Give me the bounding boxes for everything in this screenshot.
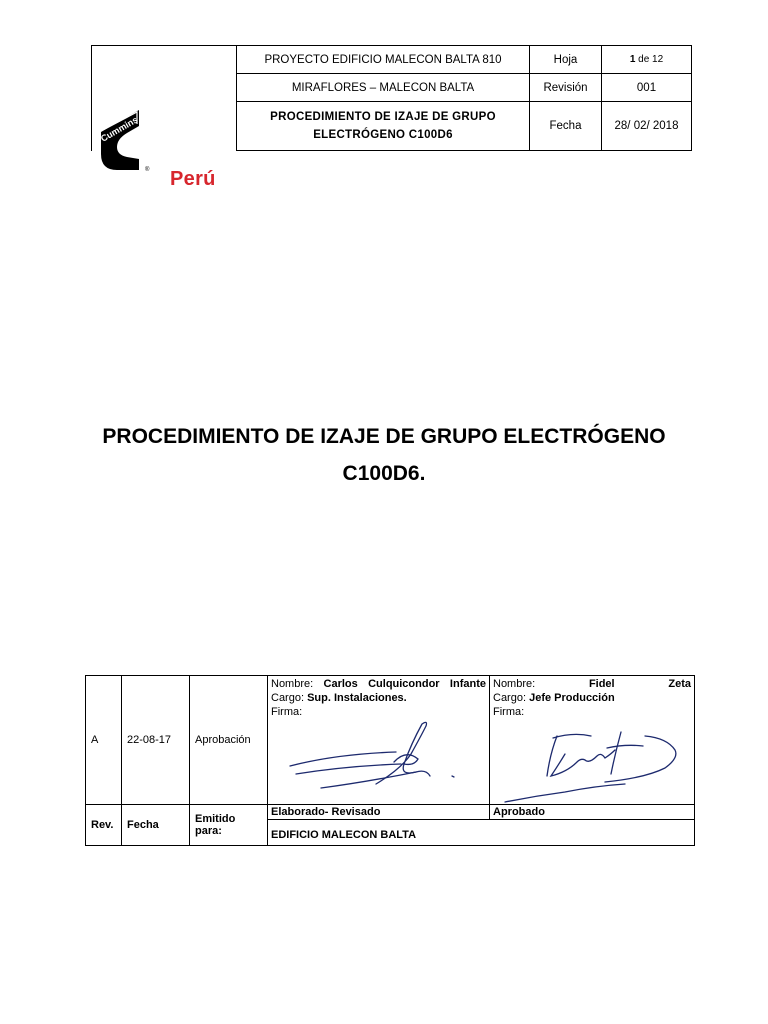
hoja-label: Hoja [530, 46, 602, 74]
project-location: MIRAFLORES – MALECON BALTA [237, 74, 530, 102]
emitido-label [190, 805, 268, 846]
logo-cell [92, 46, 237, 190]
approved-name-first: Fidel [588, 678, 615, 690]
elaborated-signature-icon [276, 714, 486, 799]
document-title-line1: PROCEDIMIENTO DE IZAJE DE GRUPO [270, 111, 496, 123]
fecha-label: Fecha [122, 805, 190, 846]
nombre-label: Nombre: [493, 678, 536, 690]
elaborated-name-first: Carlos [323, 678, 358, 690]
emitido-line1: Emitido [195, 813, 236, 825]
approved-name-line [493, 677, 691, 691]
hoja-page: 1 [629, 54, 636, 65]
document-title [237, 102, 530, 151]
rev-label: Rev. [86, 805, 122, 846]
approved-cargo-line [493, 691, 691, 705]
elaborated-cargo: Sup. Instalaciones. [307, 692, 407, 704]
cummins-peru-logo [97, 106, 223, 190]
revision-value: 001 [602, 74, 692, 102]
elaborated-cargo-line [271, 691, 486, 705]
firma-label: Firma: [493, 706, 525, 718]
approved-signature-icon [495, 714, 695, 804]
aprobado-label: Aprobado [490, 805, 695, 820]
cummins-c-icon [97, 106, 159, 174]
approved-name-last: Zeta [668, 678, 691, 690]
main-title-line2: C100D6. [342, 462, 426, 485]
elaborated-signature-cell [268, 676, 490, 805]
date-value: 22-08-17 [122, 676, 190, 805]
elaborated-name-middle: Culquicondor [368, 678, 440, 690]
approval-table [85, 675, 695, 846]
approved-cargo: Jefe Producción [529, 692, 615, 704]
document-header-table [91, 45, 692, 190]
elaborado-label: Elaborado- Revisado [268, 805, 490, 820]
main-title-line1: PROCEDIMIENTO DE IZAJE DE GRUPO ELECTRÓGENO [102, 425, 666, 448]
approved-signature-cell [490, 676, 695, 805]
building-name: EDIFICIO MALECON BALTA [268, 820, 695, 846]
purpose-value: Aprobación [190, 676, 268, 805]
svg-text:®: ® [145, 167, 150, 173]
hoja-of: de 12 [638, 54, 664, 65]
hoja-value [602, 46, 692, 74]
main-title [84, 418, 684, 492]
fecha-label: Fecha [530, 102, 602, 151]
logo-country-text: Perú [170, 168, 216, 190]
project-name: PROYECTO EDIFICIO MALECON BALTA 810 [237, 46, 530, 74]
fecha-value: 28/ 02/ 2018 [602, 102, 692, 151]
nombre-label: Nombre: [271, 678, 314, 690]
cargo-label: Cargo: [271, 692, 305, 704]
emitido-line2: para: [195, 825, 222, 837]
logo-brand-text: Cummins [99, 114, 140, 144]
cargo-label: Cargo: [493, 692, 527, 704]
elaborated-name-line [271, 677, 486, 691]
rev-value: A [86, 676, 122, 805]
revision-label: Revisión [530, 74, 602, 102]
firma-label: Firma: [271, 706, 303, 718]
document-title-line2: ELECTRÓGENO C100D6 [313, 129, 453, 141]
elaborated-name-last: Infante [449, 678, 486, 690]
